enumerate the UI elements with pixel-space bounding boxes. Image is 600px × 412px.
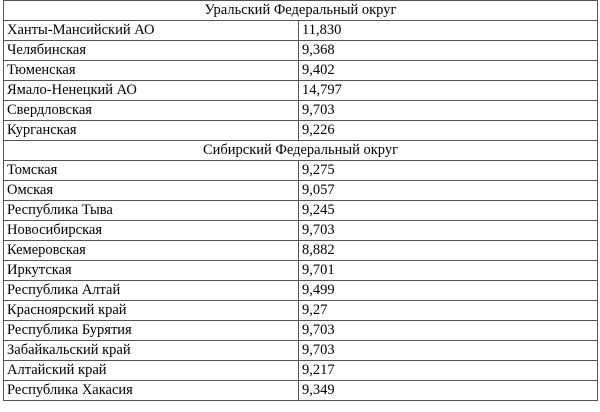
region-value: 9,057	[299, 181, 598, 201]
table-row	[4, 201, 598, 221]
table-row	[4, 301, 598, 321]
region-name: Новосибирская	[4, 221, 299, 241]
region-name: Тюменская	[4, 61, 299, 81]
region-table	[3, 0, 598, 401]
region-name: Республика Бурятия	[4, 321, 299, 341]
table-row	[4, 61, 598, 81]
table-row	[4, 221, 598, 241]
region-value: 9,703	[299, 221, 598, 241]
region-value: 11,830	[299, 21, 598, 41]
region-name: Республика Алтай	[4, 281, 299, 301]
region-value: 9,402	[299, 61, 598, 81]
region-name: Челябинская	[4, 41, 299, 61]
region-name: Ханты-Мансийский АО	[4, 21, 299, 41]
region-value: 9,703	[299, 341, 598, 361]
region-value: 9,245	[299, 201, 598, 221]
region-value: 9,499	[299, 281, 598, 301]
table-row	[4, 281, 598, 301]
region-table-container	[3, 0, 597, 401]
region-value: 9,27	[299, 301, 598, 321]
table-row	[4, 121, 598, 141]
region-name: Омская	[4, 181, 299, 201]
region-table-body	[4, 1, 598, 401]
region-name: Курганская	[4, 121, 299, 141]
region-name: Красноярский край	[4, 301, 299, 321]
region-value: 9,275	[299, 161, 598, 181]
region-name: Иркутская	[4, 261, 299, 281]
region-value: 9,349	[299, 381, 598, 401]
region-name: Кемеровская	[4, 241, 299, 261]
region-name: Республика Тыва	[4, 201, 299, 221]
table-row	[4, 321, 598, 341]
region-name: Свердловская	[4, 101, 299, 121]
table-row	[4, 341, 598, 361]
group-header-ural: Уральский Федеральный округ	[4, 1, 598, 21]
group-header-row	[4, 1, 598, 21]
table-row	[4, 381, 598, 401]
table-row	[4, 101, 598, 121]
region-value: 9,217	[299, 361, 598, 381]
table-row	[4, 161, 598, 181]
table-row	[4, 261, 598, 281]
region-value: 9,703	[299, 101, 598, 121]
region-name: Алтайский край	[4, 361, 299, 381]
region-name: Томская	[4, 161, 299, 181]
table-row	[4, 81, 598, 101]
table-row	[4, 41, 598, 61]
group-header-siberia: Сибирский Федеральный округ	[4, 141, 598, 161]
table-row	[4, 241, 598, 261]
region-value: 9,226	[299, 121, 598, 141]
region-name: Забайкальский край	[4, 341, 299, 361]
region-value: 9,701	[299, 261, 598, 281]
table-row	[4, 361, 598, 381]
region-value: 14,797	[299, 81, 598, 101]
table-row	[4, 181, 598, 201]
region-name: Ямало-Ненецкий АО	[4, 81, 299, 101]
table-row	[4, 21, 598, 41]
group-header-row	[4, 141, 598, 161]
region-value: 8,882	[299, 241, 598, 261]
region-value: 9,368	[299, 41, 598, 61]
region-value: 9,703	[299, 321, 598, 341]
region-name: Республика Хакасия	[4, 381, 299, 401]
